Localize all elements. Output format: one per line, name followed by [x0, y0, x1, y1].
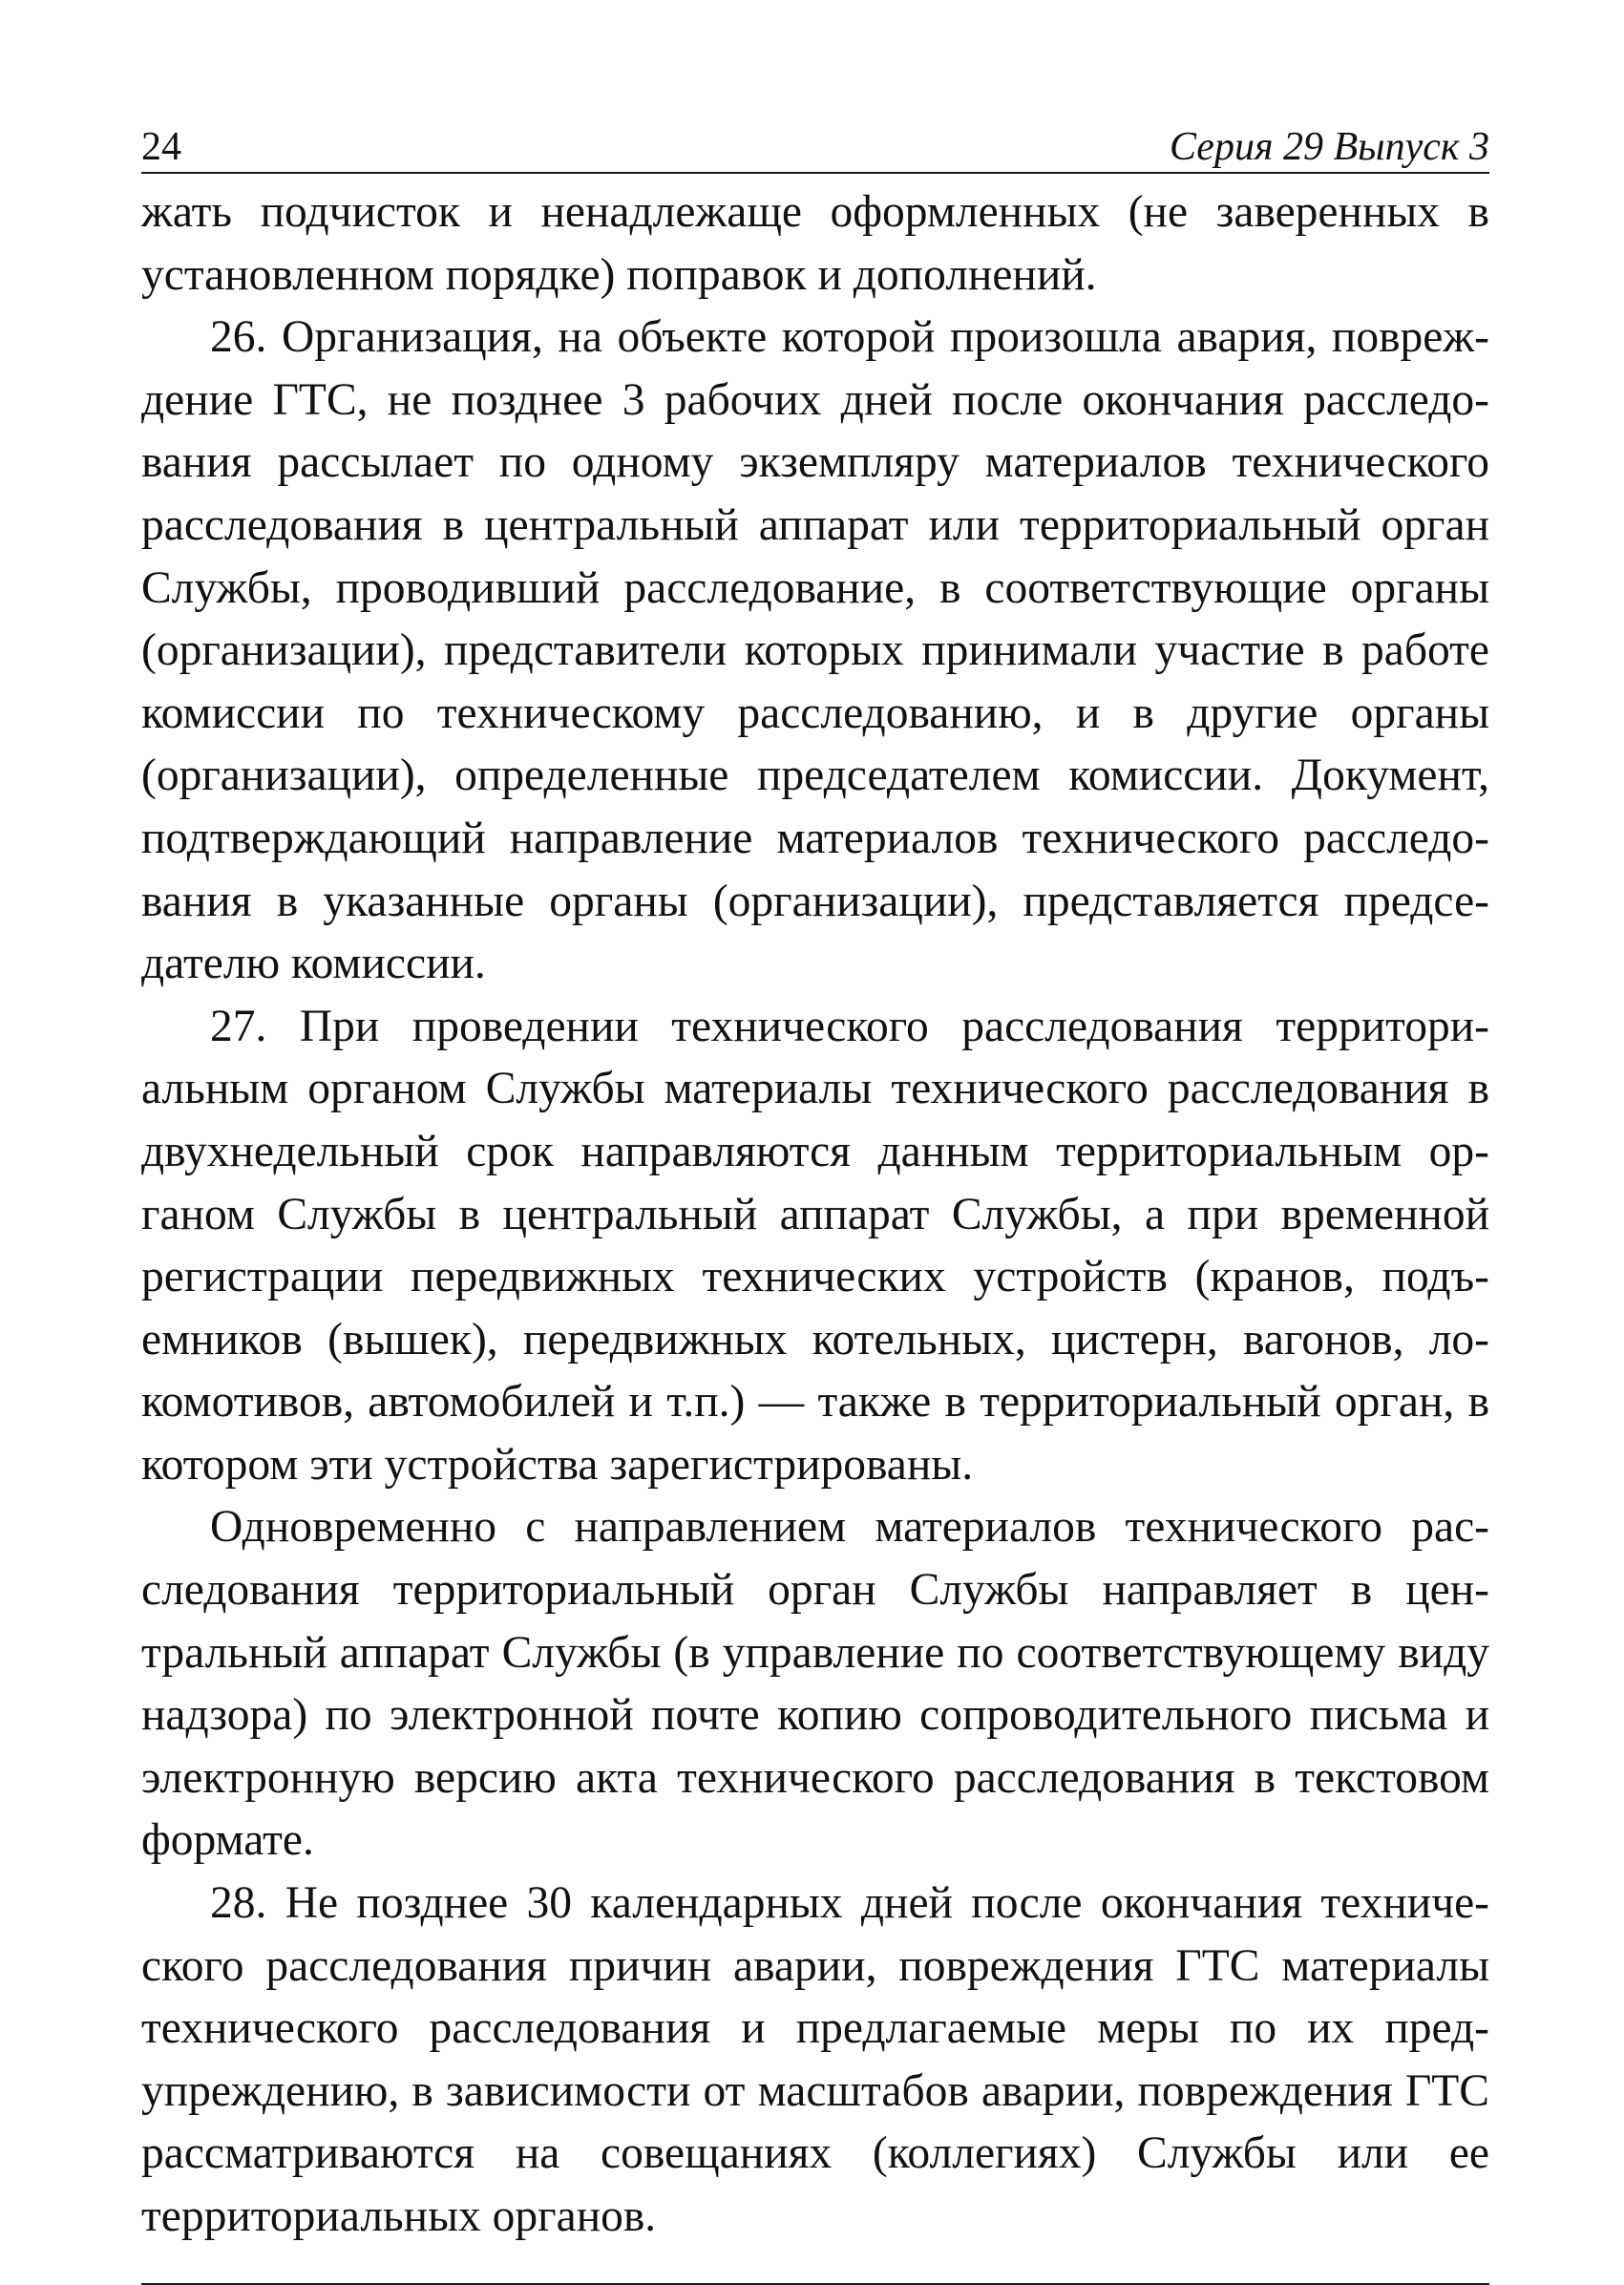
body-text — [141, 181, 1489, 2249]
paragraph-28: 28. Не позднее 30 календарных дней после окончания технического расследования причин аварии, повреждения ГТС материалы технического расследования и предлагаемые меры по их предупреждению, в зависимости от масштабов аварии, повреждения ГТС рассматриваются на совещаниях (коллегиях) Службы или ее территориальных органов. — [141, 1878, 1489, 2241]
page-number: 24 — [141, 125, 181, 169]
page-header — [141, 113, 1489, 174]
paragraph-26: 26. Организация, на объекте которой произошла авария, повреждение ГТС, не позднее 3 рабочих дней после окончания расследования рассылает по одному экземпляру материалов технического расследования в центральный аппарат или территориальный орган Службы, проводивший расследование, в соответствующие органы (организации), представители которых принимали участие в работе комиссии по техническому расследованию, и в другие органы (организации), определенные председателем комиссии. Документ, подтверждающий направление материалов технического расследования в указанные органы (организации), представляется председателю комиссии. — [141, 312, 1489, 989]
footer-rule — [141, 2283, 1489, 2285]
document-page — [141, 113, 1489, 2285]
paragraph-27-continued: Одновременно с направлением материалов технического расследования территориальный орган Службы направляет в центральный аппарат Службы (в управление по соответствующему виду надзора) по электронной почте копию сопроводительного письма и электронную версию акта технического расследования в текстовом формате. — [141, 1502, 1489, 1866]
paragraph-continuation: жать подчисток и ненадлежаще оформленных (не заверенных в установленном порядке) поправок и дополнений. — [141, 187, 1489, 300]
paragraph-27: 27. При проведении технического расследования территориальным органом Службы материалы технического расследования в двухнедельный срок направляются данным территориальным органом Службы в центральный аппарат Службы, а при временной регистрации передвижных технических устройств (кранов, подъемников (вышек), передвижных котельных, цистерн, вагонов, локомотивов, автомобилей и т.п.) — также в территориальный орган, в котором эти устройства зарегистрированы. — [141, 1001, 1489, 1490]
running-head: Серия 29 Выпуск 3 — [1170, 125, 1489, 169]
